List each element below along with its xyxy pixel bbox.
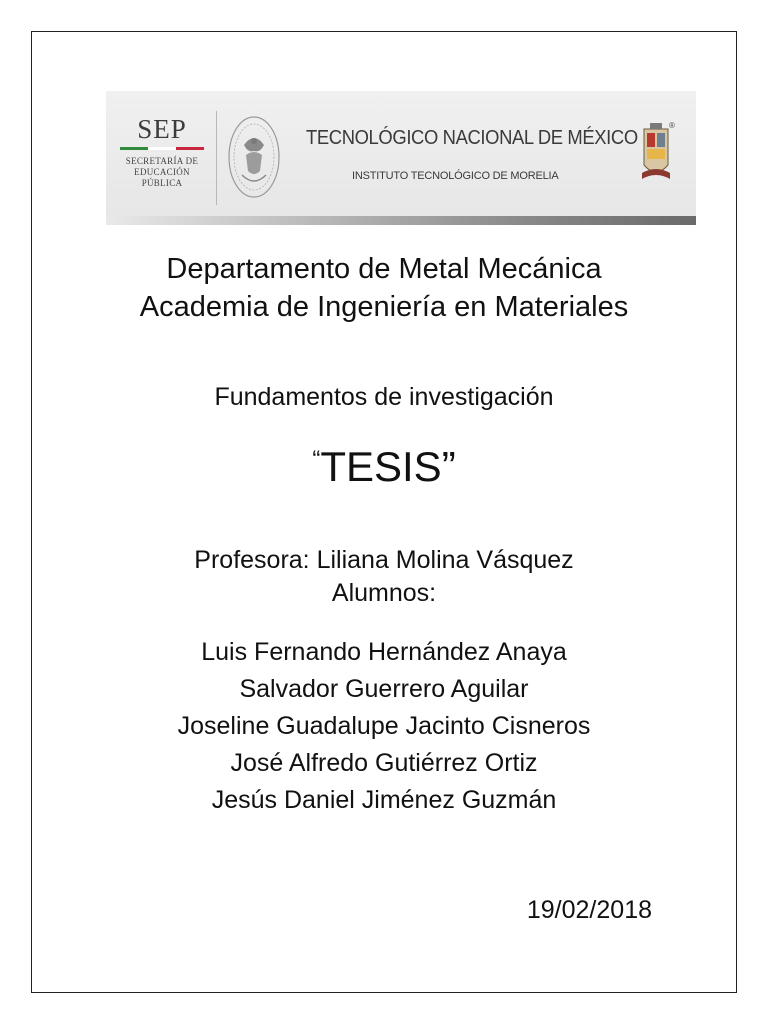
sep-logo <box>116 115 208 189</box>
students-list <box>31 634 737 819</box>
document-title <box>31 434 737 493</box>
student-name: Salvador Guerrero Aguilar <box>239 675 529 703</box>
student-name: José Alfredo Gutiérrez Ortiz <box>230 749 538 777</box>
department-heading <box>31 250 737 326</box>
sep-color-stripe <box>120 147 204 151</box>
academy-name: Academia de Ingeniería en Materiales <box>139 291 629 323</box>
itm-logo-icon <box>636 121 676 191</box>
department-name: Departamento de Metal Mecánica <box>166 253 602 285</box>
professor-block <box>31 544 737 610</box>
registered-mark: ® <box>669 121 675 130</box>
close-quote: ” <box>441 443 456 490</box>
header-banner <box>106 91 696 225</box>
course-name: Fundamentos de investigación <box>214 383 554 411</box>
student-name: Luis Fernando Hernández Anaya <box>201 638 567 666</box>
institution-title: TECNOLÓGICO NACIONAL DE MÉXICO <box>306 127 638 149</box>
professor-name: Profesora: Liliana Molina Vásquez <box>194 546 574 574</box>
sep-subtitle-line2: EDUCACIÓN PÚBLICA <box>134 167 190 188</box>
students-label: Alumnos: <box>331 579 437 607</box>
student-name: Joseline Guadalupe Jacinto Cisneros <box>177 712 591 740</box>
document-date: 19/02/2018 <box>526 896 652 924</box>
student-name: Jesús Daniel Jiménez Guzmán <box>211 786 557 814</box>
open-quote: “ <box>312 446 321 473</box>
banner-gradient-bar <box>106 216 696 225</box>
institute-subtitle: INSTITUTO TECNOLÓGICO DE MORELIA <box>352 170 559 182</box>
document-title-text: TESIS <box>320 443 442 490</box>
sep-subtitle-line1: SECRETARÍA DE <box>125 156 199 166</box>
sep-title: SEP <box>137 114 187 144</box>
header-divider <box>216 111 217 205</box>
mexico-seal-icon <box>226 105 282 207</box>
